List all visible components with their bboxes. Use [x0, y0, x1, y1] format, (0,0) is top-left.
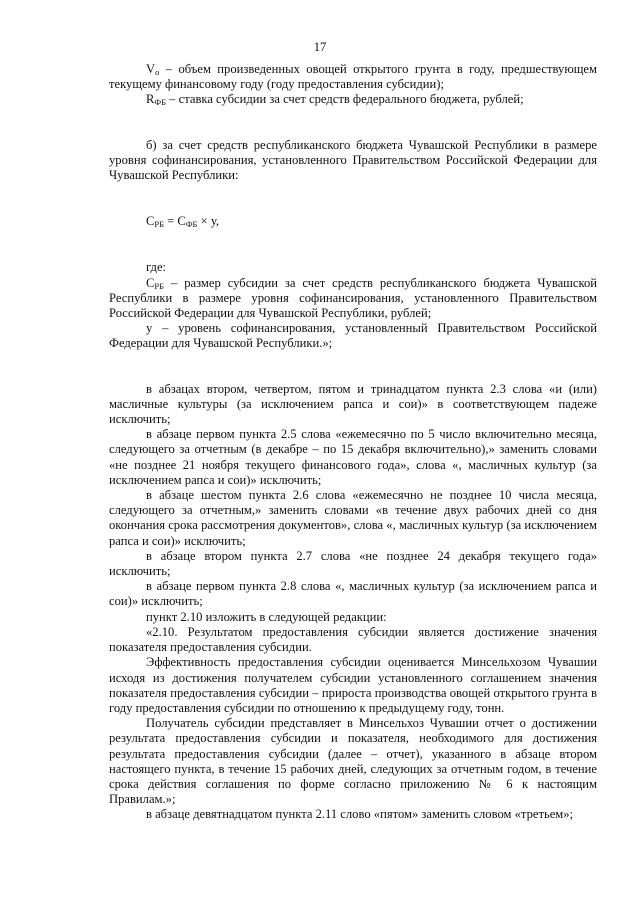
formula-rhs-subscript: ФБ	[185, 219, 198, 230]
formula-tail: × у,	[197, 214, 220, 229]
paragraph: в абзаце первом пункта 2.8 слова «, масличных культур (за исключением рапса и сои)» исключить;	[109, 579, 597, 609]
var-symbol: С	[146, 275, 155, 290]
definition-rfb	[109, 92, 597, 107]
definition-vo	[109, 62, 597, 92]
formula	[109, 214, 597, 229]
paragraph: в абзаце втором пункта 2.7 слова «не позднее 24 декабря текущего года» исключить;	[109, 548, 597, 579]
definition-text: – размер субсидии за счет средств республиканского бюджета Чувашской Республики в размере уровня софинансирования, установленного Правительством Российской Федерации для Чувашской Республики, рублей;	[109, 275, 597, 321]
var-subscript: РБ	[154, 280, 165, 291]
var-subscript: о	[155, 67, 160, 77]
var-symbol: R	[146, 92, 155, 107]
paragraph: в абзацах втором, четвертом, пятом и тринадцатом пункта 2.3 слова «и (или) масличные культуры (за исключением рапса и сои)» в соответствующем падеже исключить;	[109, 381, 597, 427]
formula-eq: = С	[164, 214, 186, 229]
formula-lhs-subscript: РБ	[154, 219, 165, 230]
paragraph: Получатель субсидии представляет в Минсельхоз Чувашии отчет о достижении результата предоставления субсидии и показателя, необходимого для достижения результата предоставления субсидии (далее – отчет), указанного в абзаце втором настоящего пункта, в течение 15 рабочих дней, следующих за отчетным годом, в течение срока действия соглашения по форме согласно приложению № 6 к настоящим Правилам.»;	[109, 716, 597, 807]
var-symbol: V	[146, 62, 156, 76]
paragraph: б) за счет средств республиканского бюджета Чувашской Республики в размере уровня софинансирования, установленного Правительством Российской Федерации для Чувашской Республики:	[109, 137, 597, 183]
paragraph: где:	[146, 260, 167, 275]
paragraph: «2.10. Результатом предоставления субсидии является достижение значения показателя предоставления субсидии.	[109, 624, 597, 655]
paragraph: у – уровень софинансирования, установленный Правительством Российской Федерации для Чувашской Республики.»;	[109, 321, 597, 351]
var-subscript: ФБ	[154, 97, 167, 108]
document-body	[109, 62, 597, 823]
paragraph: пункт 2.10 изложить в следующей редакции:	[146, 609, 387, 624]
definition-text: – ставка субсидии за счет средств федерального бюджета, рублей;	[166, 92, 524, 107]
paragraph: в абзаце первом пункта 2.5 слова «ежемесячно по 5 число включительно месяца, следующего за отчетным (в декабре – по 15 декабря включительно),» заменить словами «не позднее 21 ноября текущего финансового года», слова «, масличных культур (за исключением рапса и сои)» исключить;	[109, 427, 597, 487]
formula-lhs: С	[146, 214, 155, 229]
paragraph: Эффективность предоставления субсидии оценивается Минсельхозом Чувашии исходя из достижения получателем субсидии установленного соглашением значения показателя предоставления субсидии – прироста производства овощей открытого грунта в году предоставления субсидии по отношению к предыдущему году, тонн.	[109, 655, 597, 715]
paragraph: в абзаце девятнадцатом пункта 2.11 слово «пятом» заменить словом «третьем»;	[146, 807, 574, 822]
definition-text: – объем произведенных овощей открытого грунта в году, предшествующем текущему финансовому году (году предоставления субсидии);	[109, 62, 597, 92]
definition-srb	[109, 276, 597, 322]
paragraph: в абзаце шестом пункта 2.6 слова «ежемесячно не позднее 10 числа месяца, следующего за отчетным,» заменить словами «в течение двух рабочих дней со дня окончания срока рассмотрения документов», слова «, масличных культур (за исключением рапса и сои)» исключить;	[109, 488, 597, 548]
page-number: 17	[313, 40, 327, 54]
